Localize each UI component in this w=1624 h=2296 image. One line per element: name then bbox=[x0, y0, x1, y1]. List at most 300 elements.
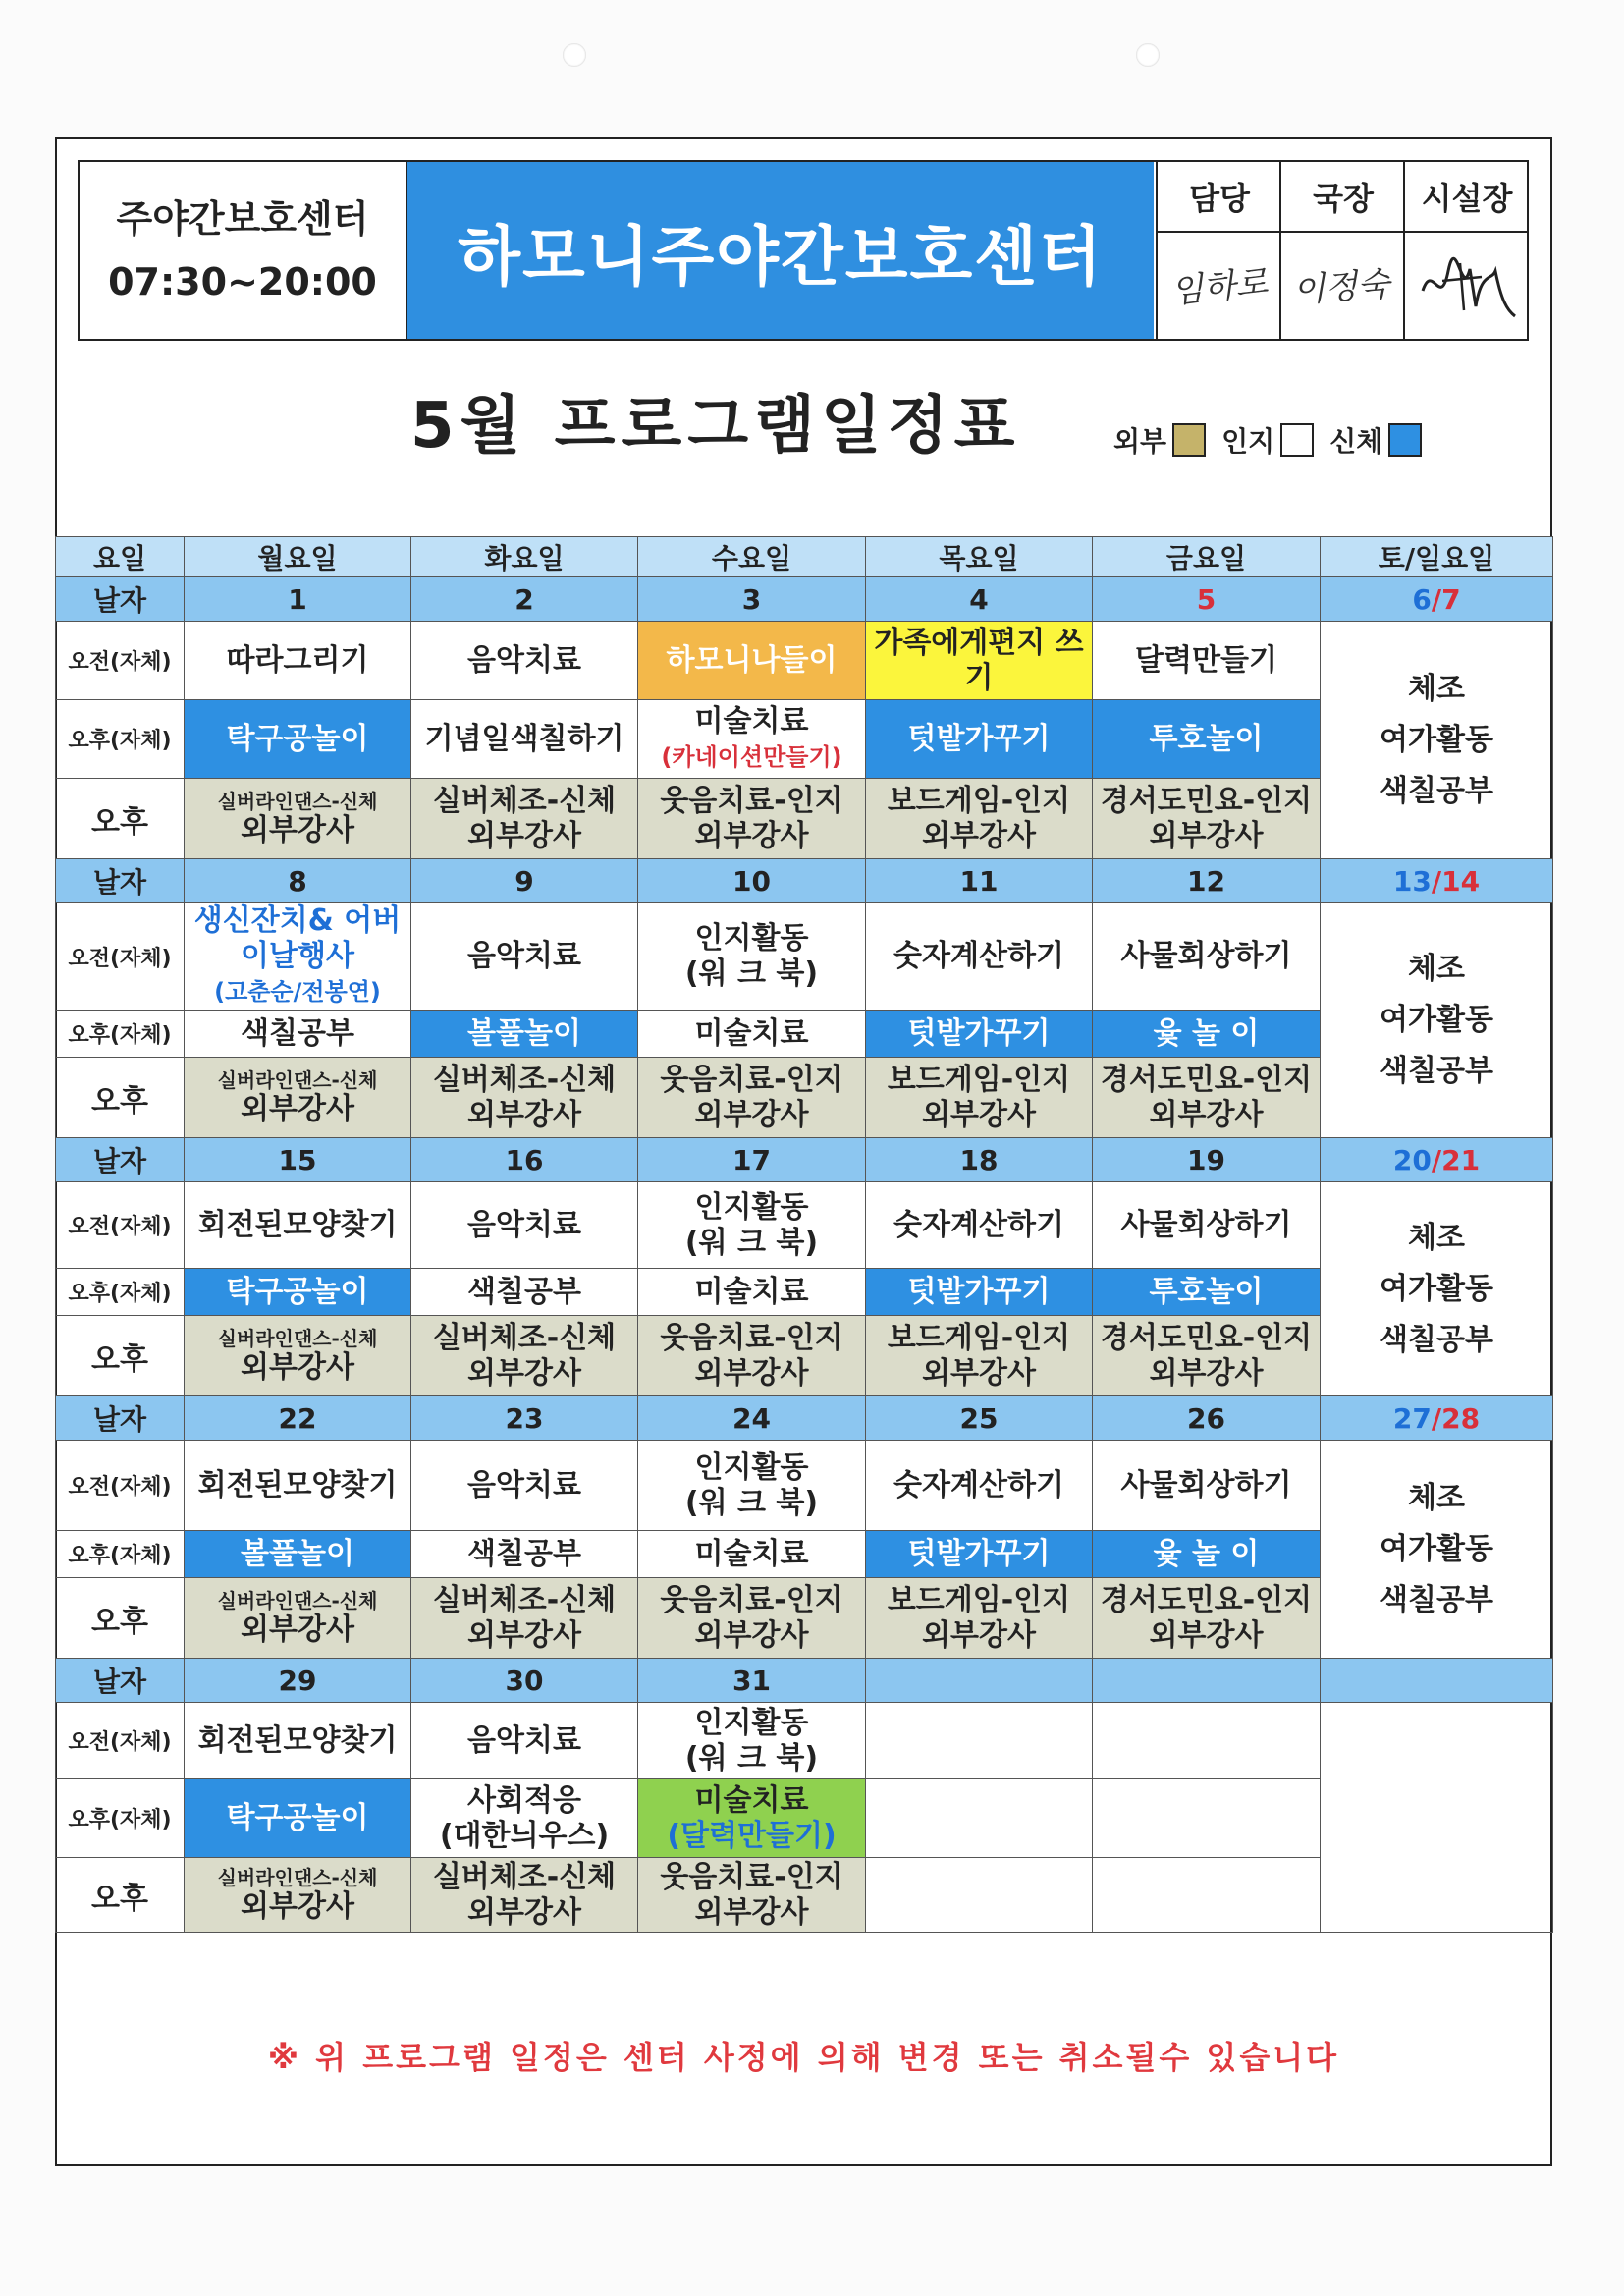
pm-program bbox=[638, 1531, 866, 1578]
signature-image bbox=[1289, 251, 1397, 320]
row-label-am: 오전(자체) bbox=[56, 622, 185, 700]
weekday-wed: 수요일 bbox=[638, 537, 866, 577]
program-name: 실버라인댄스-신체 bbox=[217, 1326, 378, 1350]
date-cell: 22 bbox=[185, 1396, 411, 1441]
am-row bbox=[56, 622, 1553, 700]
program-name: 볼풀놀이 bbox=[241, 1536, 354, 1571]
date-label: 날자 bbox=[56, 859, 185, 903]
am-program bbox=[185, 1441, 411, 1531]
program-name: 생신잔치& 어버이날행사 bbox=[193, 903, 402, 973]
saturday-date: 6 bbox=[1412, 582, 1432, 616]
am-program bbox=[866, 903, 1093, 1011]
row-label-pm: 오후(자체) bbox=[56, 1779, 185, 1858]
weekend-date-cell bbox=[1321, 859, 1553, 903]
date-cell: 2 bbox=[411, 577, 638, 622]
am-program bbox=[1093, 622, 1321, 700]
saturday-date: 13 bbox=[1392, 864, 1432, 898]
date-cell: 8 bbox=[185, 859, 411, 903]
external-program bbox=[411, 1578, 638, 1659]
am-program bbox=[866, 622, 1093, 700]
program-name: 가족에게편지 쓰기 bbox=[874, 625, 1084, 695]
instructor-type: 외부강사 bbox=[241, 1349, 354, 1385]
program-name: 음악치료 bbox=[467, 939, 581, 973]
date-cell: 19 bbox=[1093, 1138, 1321, 1182]
signature bbox=[1403, 233, 1529, 339]
date-separator: / bbox=[1431, 1143, 1442, 1176]
instructor-type: 외부강사 bbox=[922, 1617, 1036, 1653]
pm-program bbox=[638, 1269, 866, 1316]
program-name: 웃음치료-인지 bbox=[660, 1320, 843, 1355]
program-name: 색칠공부 bbox=[241, 1015, 354, 1051]
external-program bbox=[1093, 1578, 1321, 1659]
program-name: 텃밭가꾸기 bbox=[907, 1015, 1051, 1051]
date-label: 날자 bbox=[56, 1659, 185, 1703]
external-program bbox=[638, 1858, 866, 1933]
instructor-type: 외부강사 bbox=[1149, 1355, 1264, 1391]
program-name: 탁구공놀이 bbox=[226, 1800, 369, 1835]
pm-program bbox=[866, 1531, 1093, 1578]
schedule-sheet bbox=[55, 137, 1552, 2166]
pm-program bbox=[185, 1531, 411, 1578]
instructor-type: 외부강사 bbox=[922, 1355, 1036, 1391]
program-name: 실버체조-신체 bbox=[432, 783, 617, 818]
instructor-type: 외부강사 bbox=[467, 1617, 581, 1653]
pm-program bbox=[866, 1779, 1093, 1858]
sunday-date: 14 bbox=[1441, 864, 1481, 898]
row-label-am: 오전(자체) bbox=[56, 1703, 185, 1779]
date-cell: 9 bbox=[411, 859, 638, 903]
pm-program bbox=[411, 1011, 638, 1058]
signature-image bbox=[1165, 251, 1273, 320]
external-program bbox=[866, 1316, 1093, 1396]
row-label-am: 오전(자체) bbox=[56, 903, 185, 1011]
date-row bbox=[56, 859, 1553, 903]
program-name: 투호놀이 bbox=[1149, 721, 1264, 756]
sunday-date: 7 bbox=[1441, 582, 1461, 616]
date-cell: 29 bbox=[185, 1659, 411, 1703]
weekend-date-cell bbox=[1321, 1138, 1553, 1182]
am-program bbox=[638, 1182, 866, 1269]
pm-program bbox=[638, 1011, 866, 1058]
am-program bbox=[411, 1441, 638, 1531]
pm-program bbox=[411, 1779, 638, 1858]
external-program bbox=[638, 779, 866, 859]
punch-hole bbox=[563, 43, 586, 67]
program-name: 텃밭가꾸기 bbox=[907, 721, 1051, 756]
am-program bbox=[411, 1703, 638, 1779]
program-name: 텃밭가꾸기 bbox=[907, 1274, 1051, 1309]
program-name: 인지활동 bbox=[694, 921, 809, 956]
weekend-program: 여가활동 bbox=[1380, 1531, 1493, 1566]
external-program bbox=[411, 1058, 638, 1138]
external-program bbox=[638, 1316, 866, 1396]
external-program bbox=[185, 1058, 411, 1138]
program-name: 인지활동 bbox=[694, 1705, 809, 1740]
weekend-program: 여가활동 bbox=[1380, 1003, 1493, 1037]
approval-role: 담당 bbox=[1156, 162, 1281, 233]
date-label: 날자 bbox=[56, 1138, 185, 1182]
am-program bbox=[185, 1703, 411, 1779]
program-name: 음악치료 bbox=[467, 1467, 581, 1503]
am-program bbox=[1093, 903, 1321, 1011]
program-name: 사물회상하기 bbox=[1120, 939, 1292, 973]
date-cell: 12 bbox=[1093, 859, 1321, 903]
program-name: 회전된모양찾기 bbox=[197, 1467, 398, 1503]
weekend-program: 색칠공부 bbox=[1380, 773, 1493, 808]
notice: ※ 위 프로그램 일정은 센터 사정에 의해 변경 또는 취소될수 있습니다 bbox=[267, 2039, 1340, 2076]
date-row bbox=[56, 1138, 1553, 1182]
pm-program bbox=[185, 700, 411, 779]
approval-box bbox=[1156, 162, 1527, 339]
date-cell: 18 bbox=[866, 1138, 1093, 1182]
am-program bbox=[185, 903, 411, 1011]
instructor-type: 외부강사 bbox=[241, 1091, 354, 1126]
program-name: 숫자계산하기 bbox=[893, 1207, 1064, 1242]
program-name: 웃음치료-인지 bbox=[660, 1859, 843, 1894]
date-cell: 4 bbox=[866, 577, 1093, 622]
header-block bbox=[78, 160, 1529, 341]
saturday-date: 20 bbox=[1392, 1143, 1432, 1176]
am-program bbox=[638, 1441, 866, 1531]
instructor-type: 외부강사 bbox=[1149, 1617, 1264, 1653]
date-cell bbox=[866, 1659, 1093, 1703]
date-row bbox=[56, 1659, 1553, 1703]
sunday-date: 28 bbox=[1441, 1401, 1481, 1435]
program-detail: (워 크 북) bbox=[684, 1740, 819, 1776]
program-name: 실버체조-신체 bbox=[432, 1320, 617, 1355]
program-name: 숫자계산하기 bbox=[893, 939, 1064, 973]
sunday-date: 21 bbox=[1441, 1143, 1481, 1176]
am-program bbox=[411, 622, 638, 700]
program-name: 윷 놀 이 bbox=[1153, 1536, 1260, 1571]
program-name: 탁구공놀이 bbox=[226, 1274, 369, 1309]
pm-program bbox=[1093, 1011, 1321, 1058]
am-program bbox=[638, 903, 866, 1011]
external-program bbox=[185, 779, 411, 859]
instructor-type: 외부강사 bbox=[467, 818, 581, 853]
legend bbox=[1113, 420, 1432, 460]
program-name: 볼풀놀이 bbox=[467, 1015, 581, 1051]
program-name: 실버체조-신체 bbox=[432, 1062, 617, 1097]
signature-image bbox=[1413, 242, 1521, 330]
external-program bbox=[411, 779, 638, 859]
date-cell: 31 bbox=[638, 1659, 866, 1703]
pm-program bbox=[866, 1269, 1093, 1316]
instructor-type: 외부강사 bbox=[467, 1097, 581, 1132]
pm-program bbox=[866, 700, 1093, 779]
external-program bbox=[1093, 1858, 1321, 1933]
center-info bbox=[80, 162, 407, 339]
weekend-programs bbox=[1321, 1441, 1553, 1659]
weekend-programs bbox=[1321, 1703, 1553, 1933]
program-detail: (워 크 북) bbox=[684, 957, 819, 991]
program-name: 미술치료 bbox=[694, 1536, 809, 1571]
external-program bbox=[638, 1578, 866, 1659]
program-name: 음악치료 bbox=[467, 642, 581, 678]
weekend-date-cell bbox=[1321, 577, 1553, 622]
program-name: 사물회상하기 bbox=[1120, 1467, 1292, 1503]
weekend-date-cell bbox=[1321, 1659, 1553, 1703]
am-program bbox=[866, 1441, 1093, 1531]
signature bbox=[1156, 233, 1281, 339]
row-label-pm: 오후(자체) bbox=[56, 1531, 185, 1578]
legend-label: 외부 bbox=[1113, 425, 1167, 458]
am-program bbox=[638, 622, 866, 700]
date-cell: 30 bbox=[411, 1659, 638, 1703]
weekend-programs bbox=[1321, 903, 1553, 1138]
punch-hole bbox=[1136, 43, 1160, 67]
program-name: 경서도민요-인지 bbox=[1100, 783, 1313, 818]
weekend-program: 여가활동 bbox=[1380, 722, 1493, 757]
svg-text:이정숙: 이정숙 bbox=[1291, 264, 1391, 311]
signature bbox=[1279, 233, 1405, 339]
legend-swatch-external bbox=[1172, 423, 1206, 457]
svg-text:임하로: 임하로 bbox=[1168, 262, 1271, 312]
pm-program bbox=[411, 1269, 638, 1316]
program-name: 실버라인댄스-신체 bbox=[217, 1865, 378, 1889]
program-name: 색칠공부 bbox=[467, 1274, 581, 1309]
am-row bbox=[56, 1703, 1553, 1779]
date-label: 날자 bbox=[56, 577, 185, 622]
am-row bbox=[56, 1441, 1553, 1531]
program-name: 경서도민요-인지 bbox=[1100, 1582, 1313, 1617]
am-program bbox=[411, 903, 638, 1011]
program-name: 윷 놀 이 bbox=[1153, 1015, 1260, 1051]
instructor-type: 외부강사 bbox=[694, 1355, 809, 1391]
legend-label: 인지 bbox=[1221, 425, 1275, 458]
row-label-pm: 오후(자체) bbox=[56, 1269, 185, 1316]
external-program bbox=[1093, 1058, 1321, 1138]
row-label-am: 오전(자체) bbox=[56, 1182, 185, 1269]
instructor-type: 외부강사 bbox=[922, 818, 1036, 853]
external-program bbox=[866, 1058, 1093, 1138]
pm-program bbox=[1093, 1779, 1321, 1858]
date-cell: 10 bbox=[638, 859, 866, 903]
am-row bbox=[56, 903, 1553, 1011]
instructor-type: 외부강사 bbox=[694, 1617, 809, 1653]
instructor-type: 외부강사 bbox=[467, 1894, 581, 1930]
external-program bbox=[638, 1058, 866, 1138]
am-program bbox=[638, 1703, 866, 1779]
row-label-pm: 오후(자체) bbox=[56, 1011, 185, 1058]
pm-program bbox=[185, 1779, 411, 1858]
program-name: 실버라인댄스-신체 bbox=[217, 1067, 378, 1092]
instructor-type: 외부강사 bbox=[1149, 818, 1264, 853]
date-separator: / bbox=[1431, 582, 1442, 616]
program-name: 탁구공놀이 bbox=[226, 721, 369, 756]
program-name: 인지활동 bbox=[694, 1189, 809, 1225]
program-name: 미술치료 bbox=[694, 703, 809, 738]
date-row bbox=[56, 577, 1553, 622]
center-banner: 하모니주야간보호센터 bbox=[407, 162, 1154, 339]
day-label: 요일 bbox=[56, 537, 185, 577]
weekday-mon: 월요일 bbox=[185, 537, 411, 577]
operating-hours: 07:30~20:00 bbox=[108, 260, 377, 303]
weekday-tue: 화요일 bbox=[411, 537, 638, 577]
program-detail: (카네이션만들기) bbox=[661, 742, 842, 771]
legend-label: 신체 bbox=[1329, 425, 1383, 458]
instructor-type: 외부강사 bbox=[922, 1097, 1036, 1132]
program-name: 경서도민요-인지 bbox=[1100, 1320, 1313, 1355]
date-separator: / bbox=[1431, 864, 1442, 898]
external-program bbox=[185, 1316, 411, 1396]
program-name: 보드게임-인지 bbox=[887, 1062, 1071, 1097]
legend-swatch-physical bbox=[1388, 423, 1422, 457]
external-program bbox=[185, 1858, 411, 1933]
weekday-thu: 목요일 bbox=[866, 537, 1093, 577]
center-name: 주야간보호센터 bbox=[116, 197, 369, 241]
am-program bbox=[1093, 1441, 1321, 1531]
program-detail: (고춘순/전봉연) bbox=[214, 978, 381, 1006]
date-cell: 23 bbox=[411, 1396, 638, 1441]
pm-program bbox=[1093, 1269, 1321, 1316]
instructor-type: 외부강사 bbox=[694, 1097, 809, 1132]
program-name: 사회적응 bbox=[467, 1782, 581, 1818]
am-program bbox=[185, 622, 411, 700]
weekend-program: 여가활동 bbox=[1380, 1271, 1493, 1306]
instructor-type: 외부강사 bbox=[694, 818, 809, 853]
program-detail: (워 크 북) bbox=[684, 1485, 819, 1520]
weekend-program: 체조 bbox=[1408, 952, 1465, 986]
page-title: 5월 프로그램일정표 bbox=[410, 390, 1021, 463]
program-name: 미술치료 bbox=[694, 1782, 809, 1818]
weekend-programs bbox=[1321, 622, 1553, 859]
date-label: 날자 bbox=[56, 1396, 185, 1441]
am-row bbox=[56, 1182, 1553, 1269]
pm-program bbox=[1093, 1531, 1321, 1578]
row-label-pm: 오후(자체) bbox=[56, 700, 185, 779]
program-detail: (달력만들기) bbox=[667, 1818, 837, 1853]
program-name: 회전된모양찾기 bbox=[197, 1207, 398, 1242]
date-cell: 5 bbox=[1093, 577, 1321, 622]
external-program bbox=[411, 1316, 638, 1396]
external-program bbox=[866, 1858, 1093, 1933]
external-program bbox=[1093, 779, 1321, 859]
saturday-date: 27 bbox=[1392, 1401, 1432, 1435]
program-name: 보드게임-인지 bbox=[887, 1320, 1071, 1355]
legend-swatch-cognitive bbox=[1280, 423, 1314, 457]
program-name: 웃음치료-인지 bbox=[660, 783, 843, 818]
pm-program bbox=[185, 1269, 411, 1316]
row-label-external: 오후 bbox=[56, 1578, 185, 1659]
row-label-am: 오전(자체) bbox=[56, 1441, 185, 1531]
program-name: 음악치료 bbox=[467, 1722, 581, 1758]
weekend-date-cell bbox=[1321, 1396, 1553, 1441]
external-program bbox=[1093, 1316, 1321, 1396]
date-cell: 11 bbox=[866, 859, 1093, 903]
program-name: 사물회상하기 bbox=[1120, 1207, 1292, 1242]
date-cell: 17 bbox=[638, 1138, 866, 1182]
program-name: 인지활동 bbox=[694, 1449, 809, 1485]
pm-program bbox=[185, 1011, 411, 1058]
external-program bbox=[185, 1578, 411, 1659]
weekend-program: 체조 bbox=[1408, 1220, 1465, 1255]
program-name: 실버체조-신체 bbox=[432, 1582, 617, 1617]
weekend-programs bbox=[1321, 1182, 1553, 1396]
date-cell: 15 bbox=[185, 1138, 411, 1182]
program-name: 텃밭가꾸기 bbox=[907, 1536, 1051, 1571]
schedule-table bbox=[55, 536, 1553, 1933]
am-program bbox=[1093, 1182, 1321, 1269]
program-name: 미술치료 bbox=[694, 1015, 809, 1051]
row-label-external: 오후 bbox=[56, 1058, 185, 1138]
program-name: 경서도민요-인지 bbox=[1100, 1062, 1313, 1097]
program-name: 달력만들기 bbox=[1135, 642, 1277, 678]
pm-program bbox=[411, 700, 638, 779]
weekday-weekend: 토/일요일 bbox=[1321, 537, 1553, 577]
program-name: 따라그리기 bbox=[226, 642, 369, 678]
weekday-fri: 금요일 bbox=[1093, 537, 1321, 577]
date-cell: 16 bbox=[411, 1138, 638, 1182]
weekend-program: 체조 bbox=[1408, 671, 1465, 706]
instructor-type: 외부강사 bbox=[241, 812, 354, 847]
external-program bbox=[866, 779, 1093, 859]
am-program bbox=[866, 1182, 1093, 1269]
date-separator: / bbox=[1431, 1401, 1442, 1435]
weekend-program: 색칠공부 bbox=[1380, 1582, 1493, 1617]
approval-role: 국장 bbox=[1279, 162, 1405, 233]
weekend-program: 색칠공부 bbox=[1380, 1054, 1493, 1088]
date-cell: 1 bbox=[185, 577, 411, 622]
weekend-program: 색칠공부 bbox=[1380, 1322, 1493, 1357]
approval-role: 시설장 bbox=[1403, 162, 1529, 233]
weekend-program: 체조 bbox=[1408, 1480, 1465, 1515]
am-program bbox=[185, 1182, 411, 1269]
am-program bbox=[1093, 1703, 1321, 1779]
instructor-type: 외부강사 bbox=[467, 1355, 581, 1391]
date-cell: 25 bbox=[866, 1396, 1093, 1441]
date-cell bbox=[1093, 1659, 1321, 1703]
program-name: 미술치료 bbox=[694, 1274, 809, 1309]
row-label-external: 오후 bbox=[56, 779, 185, 859]
am-program bbox=[866, 1703, 1093, 1779]
date-row bbox=[56, 1396, 1553, 1441]
weekday-header-row bbox=[56, 537, 1553, 577]
program-name: 보드게임-인지 bbox=[887, 783, 1071, 818]
instructor-type: 외부강사 bbox=[241, 1612, 354, 1647]
program-name: 실버라인댄스-신체 bbox=[217, 789, 378, 813]
pm-program bbox=[638, 1779, 866, 1858]
instructor-type: 외부강사 bbox=[1149, 1097, 1264, 1132]
program-detail: (대한늬우스) bbox=[439, 1818, 610, 1853]
program-name: 실버체조-신체 bbox=[432, 1859, 617, 1894]
external-program bbox=[866, 1578, 1093, 1659]
program-name: 보드게임-인지 bbox=[887, 1582, 1071, 1617]
instructor-type: 외부강사 bbox=[241, 1888, 354, 1924]
am-program bbox=[411, 1182, 638, 1269]
program-name: 웃음치료-인지 bbox=[660, 1062, 843, 1097]
pm-program bbox=[638, 700, 866, 779]
program-name: 기념일색칠하기 bbox=[424, 721, 624, 756]
program-name: 음악치료 bbox=[467, 1207, 581, 1242]
external-program bbox=[411, 1858, 638, 1933]
pm-program bbox=[866, 1011, 1093, 1058]
row-label-external: 오후 bbox=[56, 1316, 185, 1396]
program-name: 회전된모양찾기 bbox=[197, 1722, 398, 1758]
row-label-external: 오후 bbox=[56, 1858, 185, 1933]
program-name: 웃음치료-인지 bbox=[660, 1582, 843, 1617]
instructor-type: 외부강사 bbox=[694, 1894, 809, 1930]
date-cell: 26 bbox=[1093, 1396, 1321, 1441]
program-name: 숫자계산하기 bbox=[893, 1467, 1064, 1503]
pm-program bbox=[411, 1531, 638, 1578]
program-name: 하모니나들이 bbox=[666, 642, 838, 678]
program-name: 실버라인댄스-신체 bbox=[217, 1588, 378, 1613]
date-cell: 3 bbox=[638, 577, 866, 622]
program-name: 색칠공부 bbox=[467, 1536, 581, 1571]
date-cell: 24 bbox=[638, 1396, 866, 1441]
pm-program bbox=[1093, 700, 1321, 779]
